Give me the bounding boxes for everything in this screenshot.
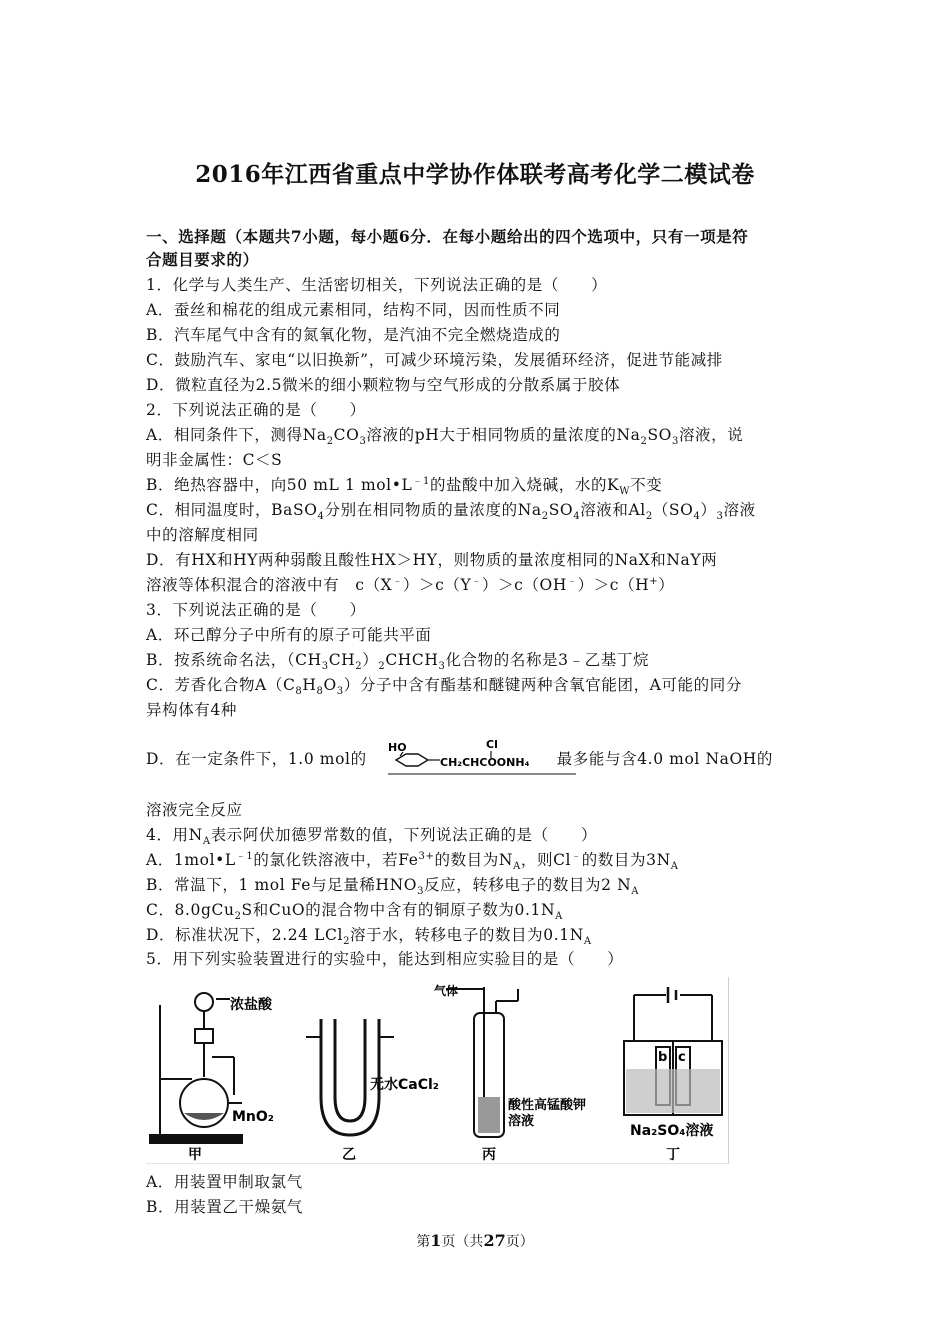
label-electrode-c: c [678,1050,686,1065]
label-mno2: MnO₂ [232,1109,274,1125]
section-header-cont: 合题目要求的） [146,250,259,269]
section-header: 一、选择题（本题共7小题，每小题6分．在每小题给出的四个选项中，只有一项是符 [146,227,749,246]
q1-option-d: D．微粒直径为2.5微米的细小颗粒物与空气形成的分散系属于胶体 [146,376,621,394]
q1-option-c: C．鼓励汽车、家电“以旧换新”，可减少环境污染，发展循环经济，促进节能减排 [146,351,723,369]
q4-stem: 4．用$N_A$表示阿伏加德罗常数的值，下列说法正确的是（ ） [146,826,598,848]
q3-option-c: C．芳香化合物$A(C_8H_8O_3)$分子中含有酯基和醚键两种含氧官能团，A可能的同分 [146,676,742,698]
q5-stem: 5．用下列实验装置进行的实验中，能达到相应实验目的是（ ） [146,950,624,968]
q2-stem: 2．下列说法正确的是（ ） [146,401,366,419]
q5-option-b: B．用装置乙干燥氨气 [146,1198,303,1216]
q4-option-d: D．标准状况下，2.24 LCl$_2$溶于水，转移电子的数目为$0.1N_A$ [146,926,592,948]
q5-option-a: A．用装置甲制取氯气 [146,1173,303,1191]
current-page-number: 1 [430,1231,442,1250]
q3-option-b: B．按系统命名法，$(CH_3CH_2)_2CHCH_3$化合物的名称是3﹣乙基丁烷 [146,651,650,673]
molecule-chain-label: CH₂CHCOONH₄ [440,756,530,769]
label-anhydrous-cacl2: 无水CaCl₂ [370,1077,439,1093]
q1-option-a: A．蚕丝和棉花的组成元素相同，结构不同，因而性质不同 [146,301,561,319]
q2-option-c-cont: 中的溶解度相同 [146,526,259,544]
apparatus-ding [624,987,722,1115]
label-jia: 甲 [188,1147,202,1163]
q2-option-a-cont: 明非金属性：C＜S [146,451,283,469]
page-title: 2016年江西省重点中学协作体联考高考化学二模试卷 [195,161,755,188]
q3-option-d: D．在一定条件下，1.0 mol的 最多能与含4.0 mol NaOH的 [146,750,774,768]
label-na2so4-solution: Na₂SO₄溶液 [630,1123,714,1139]
apparatus-jia [150,993,242,1143]
label-electrode-b: b [658,1050,668,1065]
label-concentrated-hcl: 浓盐酸 [230,997,272,1013]
q2-option-d: D．有HX和HY两种弱酸且酸性HX＞HY，则物质的量浓度相同的NaX和NaY两 [146,551,718,569]
q2-option-b: B．绝热容器中，向50 mL 1 $mol•L^{﹣1}$的盐酸中加入烧碱，水的$K_W$不变 [146,475,663,498]
q2-option-d-cont: 溶液等体积混合的溶液中有 c（X﹣）＞c（Y﹣）＞c（OH﹣）＞c（H+） [146,575,675,594]
apparatus-figure [146,977,729,1164]
molecule-ho-label: HO [388,741,407,754]
q3-stem: 3．下列说法正确的是（ ） [146,601,366,619]
total-pages: 27 [483,1231,506,1250]
label-yi: 乙 [342,1147,356,1163]
q4-option-a: A．$1mol•L^{﹣1}$的氯化铁溶液中，若$Fe^{3+}$的数目为$N_A$，则Cl﹣的数目为$3N_A$ [146,850,679,873]
q3-option-d-cont: 溶液完全反应 [146,801,243,819]
label-ding: 丁 [666,1147,680,1163]
q4-option-c: C．8.0gCu$_2$S和CuO的混合物中含有的铜原子数为$0.1N_A$ [146,901,563,923]
q2-option-c: C．相同温度时，BaSO$_4$分别在相同物质的量浓度的$Na_2SO_4$溶液和$Al_2(SO_4)_3$溶液 [146,501,756,523]
q1-option-b: B．汽车尾气中含有的氮氧化物，是汽油不完全燃烧造成的 [146,326,561,344]
q2-option-a: A．相同条件下，测得$Na_2CO_3$溶液的pH大于相同物质的量浓度的$Na_2SO_3$溶液，说 [146,426,744,448]
label-acidic-kmno4-line1: 酸性高锰酸钾 [508,1098,587,1113]
molecule-structure-image [388,738,576,780]
q3-option-c-cont: 异构体有4种 [146,701,237,719]
q1-stem: 1．化学与人类生产、生活密切相关，下列说法正确的是（ ） [146,276,608,294]
label-acidic-kmno4-line2: 溶液 [508,1114,535,1129]
molecule-cl-label: Cl [486,738,498,751]
label-gas: 气体 [434,984,459,998]
q3-option-a: A．环己醇分子中所有的原子可能共平面 [146,626,432,644]
q4-option-b: B．常温下，1 mol Fe与足量稀$HNO_3$反应，转移电子的数目为2 $N_A$ [146,876,640,898]
label-bing: 丙 [482,1147,496,1163]
page-footer: 第1页（共27页） [416,1231,534,1250]
